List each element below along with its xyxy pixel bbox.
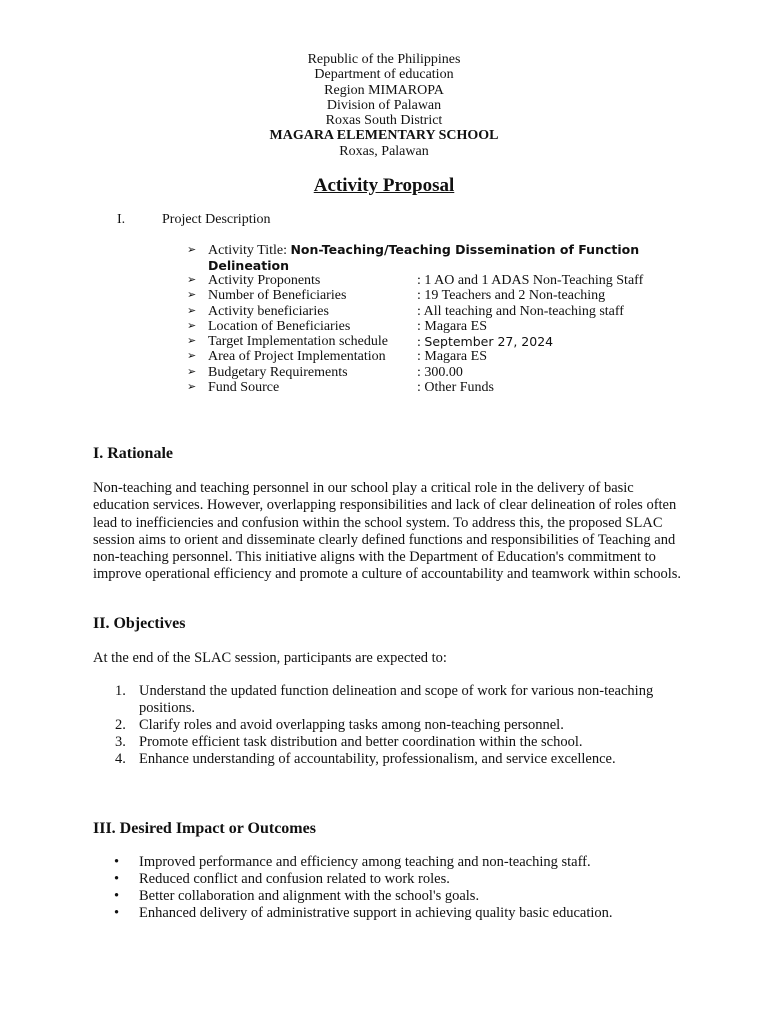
header-district: Roxas South District: [325, 113, 443, 129]
objective-text: Enhance understanding of accountability, professionalism, and service excellence.: [139, 751, 616, 767]
rationale-text: Non-teaching and teaching personnel in our school play a critical role in the delivery of basic education services. However, overlapping responsibilities and lack of clear delineation of roles often lead to inefficiencies and confusion within the school system. To address this, the proposed SLAC session aims to orient and disseminate clearly defined functions and responsibilities of Teaching and non-teaching personnel. This initiative aligns with the Department of Education's commitment to improve operational efficiency and promote a culture of accountability and teamwork within schools.: [93, 480, 682, 583]
detail-value: [417, 319, 487, 334]
detail-value: [417, 334, 553, 350]
arrow-bullet-icon: ➢: [187, 350, 197, 363]
objective-number: 3.: [115, 734, 126, 750]
objective-item: [93, 734, 683, 751]
header-department: Department of education: [314, 67, 454, 83]
detail-value: [417, 365, 463, 380]
detail-label: Location of Beneficiaries: [208, 318, 351, 334]
section-number: I.: [117, 212, 126, 227]
document-title: Activity Proposal: [313, 175, 455, 196]
detail-value-text: : 300.00: [417, 364, 463, 380]
detail-label: Fund Source: [208, 380, 280, 396]
objective-text: Understand the updated function delineation and scope of work for various non-teaching positions.: [139, 683, 654, 716]
detail-value: [417, 349, 487, 364]
header-school-name: MAGARA ELEMENTARY SCHOOL: [269, 128, 499, 144]
objectives-list: [93, 683, 683, 768]
arrow-bullet-icon: ➢: [187, 244, 197, 256]
detail-label: Target Implementation schedule: [208, 334, 388, 350]
activity-title-value: Non-Teaching/Teaching Dissemination of Function Delineation: [208, 242, 640, 273]
section-heading: Project Description: [162, 212, 271, 227]
arrow-bullet-icon: ➢: [187, 381, 197, 394]
activity-title-label: Activity Title:: [208, 243, 291, 258]
rationale-heading: I. Rationale: [93, 445, 173, 462]
arrow-bullet-icon: ➢: [187, 319, 197, 332]
bullet-icon: •: [114, 888, 120, 904]
detail-value: [417, 304, 624, 319]
arrow-bullet-icon: ➢: [187, 289, 197, 302]
outcomes-list: [93, 854, 683, 922]
detail-value-text: :: [417, 335, 425, 351]
outcome-item: [93, 888, 683, 905]
document-header: [0, 52, 768, 159]
detail-label: Activity beneficiaries: [208, 303, 329, 319]
detail-label: Area of Project Implementation: [208, 349, 386, 365]
outcome-text: Enhanced delivery of administrative support in achieving quality basic education.: [139, 905, 613, 921]
objective-item: [93, 683, 683, 717]
bullet-icon: •: [114, 905, 120, 921]
detail-value-text: : Magara ES: [417, 349, 487, 365]
arrow-bullet-icon: ➢: [187, 365, 197, 378]
detail-value-text: : 19 Teachers and 2 Non-teaching: [417, 288, 606, 304]
detail-label: Activity Proponents: [208, 273, 321, 288]
objective-item: [93, 751, 683, 768]
detail-value-text: : Other Funds: [417, 380, 494, 396]
outcome-item: [93, 854, 683, 871]
bullet-icon: •: [114, 854, 120, 870]
arrow-bullet-icon: ➢: [187, 274, 197, 286]
outcome-item: [93, 871, 683, 888]
arrow-bullet-icon: ➢: [187, 304, 197, 317]
header-division: Division of Palawan: [326, 97, 442, 113]
outcome-item: [93, 905, 683, 922]
outcome-text: Improved performance and efficiency among teaching and non-teaching staff.: [139, 854, 591, 870]
detail-label: Number of Beneficiaries: [208, 288, 347, 304]
objective-number: 1.: [115, 683, 126, 699]
objective-number: 4.: [115, 751, 126, 767]
header-location: Roxas, Palawan: [339, 143, 429, 159]
objective-text: Clarify roles and avoid overlapping tasks among non-teaching personnel.: [139, 717, 564, 733]
objectives-intro: At the end of the SLAC session, participants are expected to:: [93, 650, 447, 666]
header-region: Region MIMAROPA: [324, 82, 444, 98]
project-description-heading: [117, 212, 270, 228]
detail-value-date: September 27, 2024: [424, 334, 554, 350]
outcome-text: Reduced conflict and confusion related to work roles.: [139, 871, 450, 887]
detail-value: [417, 380, 494, 395]
detail-value-text: : 1 AO and 1 ADAS Non-Teaching Staff: [417, 273, 644, 288]
objective-item: [93, 717, 683, 734]
detail-label: Budgetary Requirements: [208, 364, 348, 380]
objective-number: 2.: [115, 717, 126, 733]
outcomes-heading: III. Desired Impact or Outcomes: [93, 820, 316, 837]
bullet-icon: •: [114, 871, 120, 887]
objectives-heading: II. Objectives: [93, 615, 186, 632]
outcome-text: Better collaboration and alignment with the school's goals.: [139, 888, 480, 904]
activity-title: [208, 243, 678, 274]
detail-value-text: : Magara ES: [417, 318, 487, 334]
detail-value: [417, 273, 643, 288]
detail-value-text: : All teaching and Non-teaching staff: [417, 303, 624, 319]
arrow-bullet-icon: ➢: [187, 335, 197, 348]
objective-text: Promote efficient task distribution and better coordination within the school.: [139, 734, 583, 750]
header-republic: Republic of the Philippines: [307, 52, 461, 67]
detail-value: [417, 288, 605, 303]
